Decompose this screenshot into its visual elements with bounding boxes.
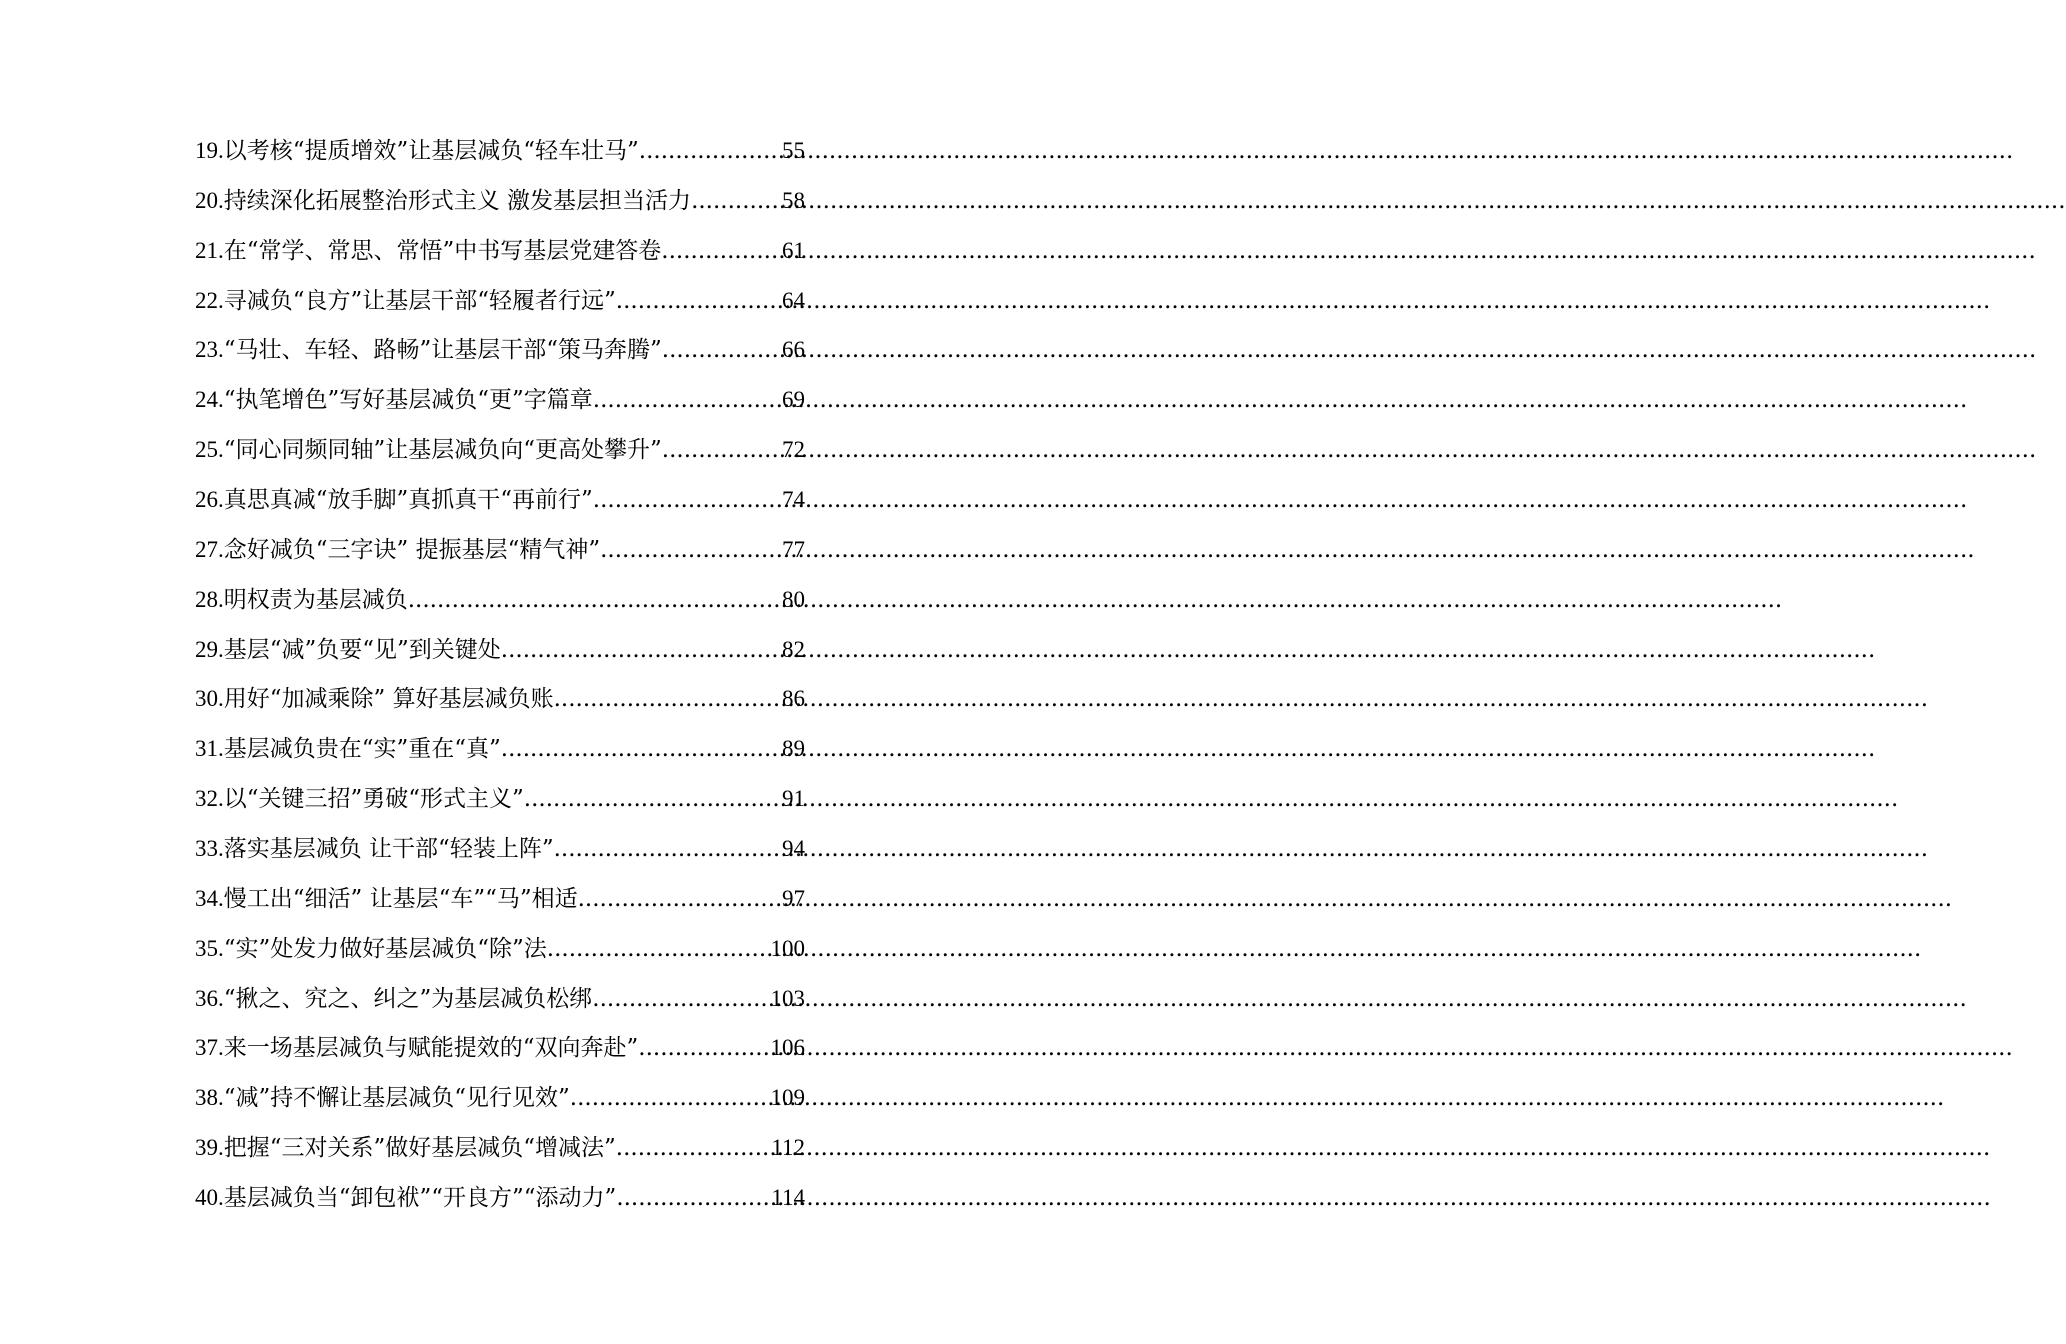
toc-entry-number: 34. (195, 885, 224, 911)
toc-entry-page-number: 89 (782, 736, 805, 762)
toc-entry[interactable] (195, 1123, 805, 1173)
toc-entry-title (195, 1073, 570, 1124)
toc-entry[interactable] (195, 176, 805, 226)
toc-entry-page-number: 69 (782, 387, 805, 413)
toc-leader-dots (593, 476, 782, 526)
toc-entry-page-number: 103 (770, 985, 805, 1011)
toc-entry-number: 29. (195, 636, 224, 662)
toc-entry-number: 27. (195, 536, 224, 562)
toc-entry-number: 30. (195, 686, 224, 712)
toc-leader-dots (616, 1174, 771, 1224)
toc-entry-page-number: 72 (782, 437, 805, 463)
toc-leader-dots (662, 426, 782, 476)
toc-entry[interactable] (195, 1073, 805, 1123)
toc-entry-title (195, 475, 593, 526)
toc-entry-title (195, 924, 547, 975)
toc-leader-dots (547, 925, 771, 975)
toc-entry-page-number: 91 (782, 786, 805, 812)
toc-entry-page-number: 82 (782, 636, 805, 662)
toc-entry-title (195, 425, 662, 476)
toc-entry-page-number: 66 (782, 337, 805, 363)
toc-entry-number: 31. (195, 736, 224, 762)
toc-entry[interactable] (195, 1173, 805, 1223)
toc-entry-text: 念好减负“三字诀” 提振基层“精气神” (223, 536, 601, 563)
toc-entry-text: 把握“三对关系”做好基层减负“增减法” (223, 1135, 616, 1162)
toc-entry-text: 以“关键三招”勇破“形式主义” (223, 786, 524, 813)
toc-entry-title (195, 276, 616, 327)
toc-entry-number: 23. (195, 337, 224, 363)
toc-entry-number: 40. (195, 1185, 224, 1211)
toc-entry-number: 39. (195, 1135, 224, 1161)
toc-entry-number: 20. (195, 187, 224, 213)
toc-entry-title (195, 226, 661, 277)
toc-entry-page-number: 61 (782, 237, 805, 263)
toc-entry-page-number: 77 (782, 536, 805, 562)
toc-entry-text: 持续深化拓展整治形式主义 激发基层担当活力 (223, 187, 692, 214)
toc-entry-page-number: 86 (782, 686, 805, 712)
toc-leader-dots (570, 1074, 771, 1124)
toc-entry[interactable] (195, 425, 805, 475)
toc-entry[interactable] (195, 375, 805, 425)
toc-entry[interactable] (195, 724, 805, 774)
toc-entry-page-number: 114 (771, 1185, 805, 1211)
toc-entry[interactable] (195, 226, 805, 276)
toc-entry-text: 真思真减“放手脚”真抓真干“再前行” (223, 487, 593, 514)
toc-entry-title (195, 974, 592, 1025)
toc-leader-dots (638, 1024, 770, 1074)
toc-entry-number: 32. (195, 786, 224, 812)
toc-leader-dots (593, 376, 782, 426)
toc-entry-text: “揪之、究之、纠之”为基层减负松绑 (223, 985, 593, 1012)
toc-leader-dots (661, 227, 782, 277)
toc-entry-text: 在“常学、常思、常悟”中书写基层党建答卷 (223, 237, 662, 264)
toc-entry-page-number: 64 (782, 287, 805, 313)
toc-entry[interactable] (195, 276, 805, 326)
toc-entry-text: 以考核“提质增效”让基层减负“轻车壮马” (223, 138, 639, 164)
toc-leader-dots (524, 775, 782, 825)
toc-entry-title (195, 1173, 616, 1224)
toc-entry-page-number: 106 (770, 1035, 805, 1061)
toc-entry-text: “同心同频同轴”让基层减负向“更高处攀升” (223, 437, 662, 464)
toc-entry-number: 26. (195, 487, 224, 513)
toc-entry[interactable] (195, 974, 805, 1024)
toc-entry-text: 慢工出“细活” 让基层“车”“马”相适 (223, 885, 578, 912)
toc-entry-title (195, 375, 593, 426)
toc-entry-page-number: 80 (782, 586, 805, 612)
toc-leader-dots (501, 725, 782, 775)
toc-entry-text: “减”持不懈让基层减负“见行见效” (223, 1085, 570, 1112)
toc-leader-dots (501, 626, 782, 676)
toc-entry-title (195, 176, 691, 227)
toc-entry-text: 明权责为基层减负 (223, 586, 408, 613)
toc-entry-page-number: 112 (771, 1135, 805, 1161)
toc-entry-number: 22. (195, 287, 224, 313)
toc-entry[interactable] (195, 525, 805, 575)
toc-entry-text: “实”处发力做好基层减负“除”法 (223, 935, 547, 962)
toc-entry-number: 24. (195, 387, 224, 413)
toc-leader-dots (592, 975, 770, 1025)
toc-entry-page-number: 55 (782, 138, 805, 163)
toc-leader-dots (616, 277, 782, 327)
toc-entry[interactable] (195, 874, 805, 924)
toc-entry-title (195, 874, 578, 925)
toc-leader-dots (408, 576, 782, 626)
toc-entry-text: “马壮、车轻、路畅”让基层干部“策马奔腾” (223, 337, 662, 364)
toc-entry-title (195, 824, 554, 875)
toc-entry-number: 35. (195, 935, 224, 961)
toc-entry-page-number: 74 (782, 487, 805, 513)
toc-entry-title (195, 774, 524, 825)
toc-entry-page-number: 109 (770, 1085, 805, 1111)
toc-entry[interactable] (195, 774, 805, 824)
toc-entry[interactable] (195, 1023, 805, 1073)
toc-entry-text: 寻减负“良方”让基层干部“轻履者行远” (223, 287, 616, 314)
toc-entry-title (195, 1023, 638, 1074)
toc-leader-dots (578, 875, 782, 925)
toc-entry-title (195, 1123, 616, 1174)
toc-leader-dots (554, 825, 782, 875)
toc-leader-dots (691, 177, 782, 227)
toc-entry-page-number: 97 (782, 885, 805, 911)
toc-entry-number: 37. (195, 1035, 224, 1061)
toc-entry-title (195, 126, 639, 177)
toc-entry-title (195, 325, 662, 376)
toc-leader-dots (639, 127, 782, 177)
toc-entry-text: 基层减负当“卸包袱”“开良方”“添动力” (223, 1185, 617, 1212)
toc-entry[interactable] (195, 475, 805, 525)
toc-entry-text: 基层“减”负要“见”到关键处 (223, 636, 501, 663)
toc-leader-dots (554, 675, 782, 725)
toc-leader-dots (662, 326, 782, 376)
toc-entry-number: 28. (195, 586, 224, 612)
toc-entry-page-number: 100 (770, 935, 805, 961)
toc-entry[interactable] (195, 674, 805, 724)
toc-entry-text: 基层减负贵在“实”重在“真” (223, 736, 501, 763)
toc-entry-number: 36. (195, 985, 224, 1011)
toc-entry-text: “执笔增色”写好基层减负“更”字篇章 (223, 387, 593, 414)
toc-entry-number: 33. (195, 836, 224, 862)
toc-entry[interactable] (195, 575, 805, 625)
toc-entry-number: 38. (195, 1085, 224, 1111)
toc-entry-page-number: 94 (782, 836, 805, 862)
toc-entry-title (195, 674, 554, 725)
toc-entry-number: 25. (195, 437, 224, 463)
toc-entry[interactable] (195, 924, 805, 974)
toc-entry-number: 19. (195, 138, 224, 163)
toc-entry[interactable] (195, 625, 805, 675)
toc-entry-text: 落实基层减负 让干部“轻装上阵” (223, 836, 554, 863)
toc-entry-title (195, 525, 600, 576)
toc-entry-text: 用好“加减乘除” 算好基层减负账 (223, 686, 554, 713)
toc-entry[interactable] (195, 325, 805, 375)
toc-entry[interactable] (195, 126, 805, 176)
toc-entry-title (195, 625, 501, 676)
toc-leader-dots (616, 1124, 772, 1174)
toc-leader-dots (600, 526, 782, 576)
toc-entry-page-number: 58 (782, 187, 805, 213)
toc-entry-text: 来一场基层减负与赋能提效的“双向奔赴” (223, 1035, 639, 1062)
toc-entry-number: 21. (195, 237, 224, 263)
table-of-contents (195, 126, 805, 1223)
toc-entry[interactable] (195, 824, 805, 874)
toc-entry-title (195, 575, 408, 626)
toc-entry-title (195, 724, 501, 775)
